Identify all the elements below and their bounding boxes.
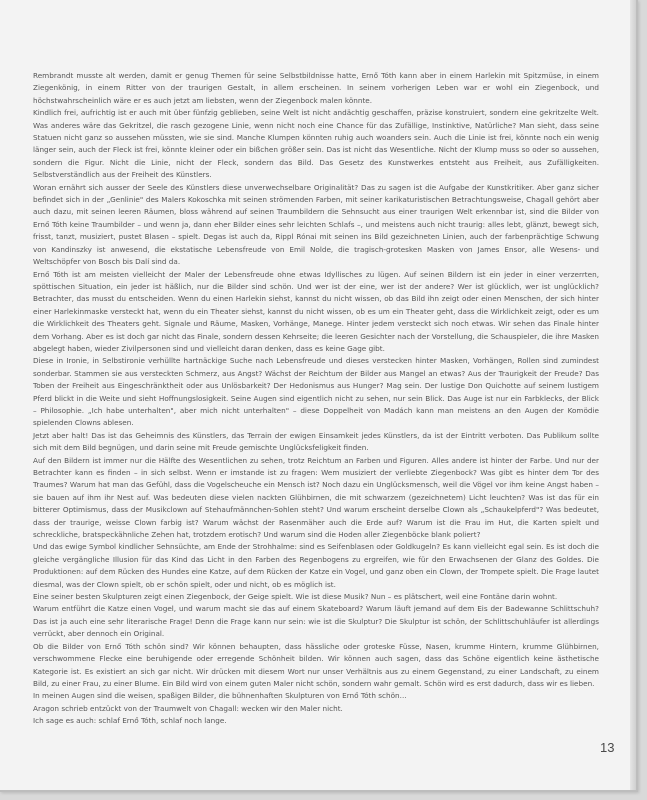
paragraph: Ernő Tóth ist am meisten vielleicht der Maler der Lebensfreude ohne etwas Idyllisches zu lügen. Auf seinen Bildern ist ein jeder in einer verzerrten, spöttischen Situation, ein jeder ist häßlich, nur die Bilder sind schön. Und wer ist der eine, wer ist der andere? Wer ist glücklich, wer ist unglücklich? Betrachter, das musst du entscheiden. Wenn du einen Harlekin siehst, kannst du nicht wissen, ob das Bild ihn zeigt oder einen Menschen, der sich hinter einer Harlekinmaske versteckt hat, wenn du ein Theater siehst, kannst du nicht wissen, ob es um ein Theater geht, dass die Wirklichkeit zeigt, oder es um die Wirklichkeit des Theaters geht. Signale und Räume, Masken, Vorhänge, Manege. Hinter jedem versteckt sich noch etwas. Wir sehen das Finale hinter dem Vorhang. Aber es ist doch gar nicht das Finale, sondern dessen Kehrseite; die leeren Gesichter nach der Vorstellung, die Schauspieler, die ihre Masken abgelegt haben, wieder Zivilpersonen sind und vielleicht daran denken, dass es keine Gage gibt. [33, 269, 599, 353]
paragraph: Woran ernährt sich ausser der Seele des Künstlers diese unverwechselbare Originalität? Das zu sagen ist die Aufgabe der Kunstkritiker. Aber ganz sicher befindet sich in der „Genlinie" des Malers Kokoschka mit seinen strömenden Farben, mit seiner karikaturistischen Betrachtungsweise, Chagall gehört aber auch dazu, mit seinen leeren Räumen, bloss während auf seinen Traumbildern die Sehnsucht aus einer traurigen Welt erkennbar ist, sind die Bilder von Ernő Tóth keine Traumbilder – und wenn ja, dann eher Bilder eines sehr leichten Schlafs –, und meistens auch nicht traurig: alles lebt, glänzt, bewegt sich, frisst, tanzt, musiziert, pustet Blasen – spielt. Degas ist auch da, Rippl Rónai mit seinen ins Bild gezeichneten Linien, auch der farbenprächtige Schwung von Kandinszky ist anwesend, die ekstatische Lebensfreude von Emil Nolde, die tragisch-grotesken Masken von James Ensor, alle Wesens- und Weltschöpfer von Bosch bis Dalí sind da. [33, 182, 599, 267]
paragraph: In meinen Augen sind die weisen, spaßigen Bilder, die bühnenhaften Skulpturen von Ernő Tóth schön... [33, 691, 407, 701]
page-edge [630, 0, 636, 790]
paragraph: Diese in Ironie, in Selbstironie verhüllte hartnäckige Suche nach Lebensfreude und dieses verstecken hinter Masken, Vorhängen, Rollen sind zumindest sonderbar. Stammen sie aus versteckten Schmerz, aus Angst? Wächst der Reichtum der Bilder aus Mangel an etwas? Aus der Traurigkeit der Freude? Das Toben der Freiheit aus Eingeschränktheit oder aus Unlösbarkeit? Der Hedonismus aus Hunger? Mag sein. Der lustige Don Quichotte auf seinem lustigem Pferd blickt in die Weite und sieht Hoffnungslosigkeit. Seine Augen sind eigentlich nicht zu sehen, nur sein Blick. Das Auge ist nur ein Farbklecks, der Blick – Philosophie. „Ich habe unterhalten", aber mich nicht unterhalten" – diese Doppelheit von Madách kann man meistens an den Augen der Komödie spielenden Clowns ablesen. [33, 356, 599, 428]
paragraph: Jetzt aber halt! Das ist das Geheimnis des Künstlers, das Terrain der ewigen Einsamkeit jedes Künstlers, da ist der Eintritt verboten. Das Publikum sollte sich mit dem Bild begnügen, und darin seine mit Freude gemischte Unglücksfeligkeit finden. [33, 430, 599, 453]
body-text [33, 70, 599, 728]
page-number: 13 [600, 740, 615, 755]
paragraph: Aragon schrieb entzückt von der Traumwelt von Chagall: wecken wir den Maler nicht. [33, 703, 343, 713]
paragraph: Ich sage es auch: schlaf Ernő Tóth, schlaf noch lange. [33, 716, 227, 726]
paragraph: Warum entführt die Katze einen Vogel, und warum macht sie das auf einem Skateboard? Warum läuft jemand auf dem Eis der Badewanne Schlittschuh? Das ist ja auch eine sehr literarische Frage! Denn die Frage kann nur sein: wie ist die Skulptur? Die Skulptur ist schön, der Schlittschuhläufer ist allerdings verrückt, aber dennoch ein Original. [33, 604, 599, 639]
paragraph: Rembrandt musste alt werden, damit er genug Themen für seine Selbstbildnisse hatte, Ernő Tóth kann aber in einem Harlekin mit Spitzmüse, in einem Ziegenkönig, in einem Ritter von der traurigen Gestalt, in allem erscheinen. In seinem vorherigen Leben war er wohl ein Ziegenbock, und höchstwahrscheinlich wäre er es auch jetzt am liebsten, wenn der Ziegenbock malen könnte. [33, 71, 599, 105]
paragraph: Eine seiner besten Skulpturen zeigt einen Ziegenbock, der Geige spielt. Wie ist diese Musik? Nun – es plätschert, weil eine Fontäne darin wohnt. [33, 592, 558, 602]
paragraph: Auf den Bildern ist immer nur die Hälfte des Wesentlichen zu sehen, trotz Reichtum an Farben und Figuren. Alles andere ist hinter der Farbe. Und nur der Betrachter kann es finden – in sich selbst. Wenn er imstande ist zu fragen: Wem musiziert der verliebte Ziegenbock? Was gibt es hinter dem Tor des Traumes? Warum hat man das Gefühl, dass die Vogelscheuche ein Mensch ist? Noch dazu ein Unglücksmensch, weil die Vögel vor ihm keine Angst haben – sie bauen auf ihm ihr Nest auf. Was bedeuten diese vielen nackten Glühbirnen, die mit schwarzem (gezeichnetem) Licht leuchten? Was ist das für ein bitterer Optimismus, dass der Musikclown auf Stehaufmännchen-Sohlen steht? Und warum erscheint derselbe Clown als „Schaukelpferd"? Was bedeutet, dass der traurige, weisse Clown farbig ist? Warum wächst der Rasenmäher auch die Erde auf? Warum ist die Frau im Hut, die Karten spielt und schreckliche, bratspeckähnliche Zehen hat, trotzdem erotisch? Und warum sind die Hoden aller Ziegenböcke blank poliert? [33, 455, 599, 540]
paragraph: Kindlich frei, aufrichtig ist er auch mit über fünfzig geblieben, seine Welt ist nicht andächtig geschaffen, präzise konstruiert, sondern eine gekritzelte Welt. Was anderes wäre das Gekritzel, die rasch gezogene Linie, wenn nicht noch eine Chance für das Zufällige, Instinktive, Natürliche? Man sieht, dass seine Statuen nicht ganz so aussehen müssten, wie sie sind. Manche Klumpen könnten ruhig auch woanders sein. Auch die Linie ist frei, könnte noch ein wenig länger sein, auch der Fleck ist frei, könnte kleiner oder ein bißchen größer sein. Das ist nicht das Wesentliche. Nicht der Klump muss so oder so aussehen, sondern die Figur. Nicht die Linie, nicht der Fleck, sondern das Bild. Das Gesetz des Kunstwerkes entsteht aus Freiheit, aus Zufälligkeiten. Selbstverständlich aus der Freiheit des Künstlers. [33, 108, 599, 180]
paragraph: Ob die Bilder von Ernő Tóth schön sind? Wir können behaupten, dass hässliche oder groteske Füsse, Nasen, krumme Hintern, krumme Glühbirnen, verschwommene Flecke eine beruhigende oder erregende Schönheit bilden. Wir können auch sagen, dass das Schöne eigentlich keine ästhetische Kategorie ist. Es existiert an sich gar nicht. Wir drücken mit diesem Wort nur unser Verhältnis aus zu einem Gegenstand, zu einer Landschaft, zu einem Bild, zu einer Frau, zu einer Blume. Ein Bild wird von einem guten Maler nicht schön, sondern wahr gemalt. Schön wird es erst dadurch, dass wir es lieben. [33, 641, 599, 688]
paragraph: Und das ewige Symbol kindlicher Sehnsüchte, am Ende der Strohhalme: sind es Seifenblasen oder Goldkugeln? Es kann vielleicht egal sein. Es ist doch die gleiche vergängliche Illusion für das Kind das Licht in den Farben des Regenbogens zu ergreifen, wie für den Erwachsenen der Glanz des Goldes. Die Produktionen: auf dem Rücken des Hundes eine Katze, auf dem Rücken der Katze ein Vogel, und ganz oben ein Clown, der Trompete spielt. Die Frage lautet diesmal, was der Clown spielt, ob er schön spielt, oder und nicht, ob es möglich ist. [33, 542, 599, 589]
